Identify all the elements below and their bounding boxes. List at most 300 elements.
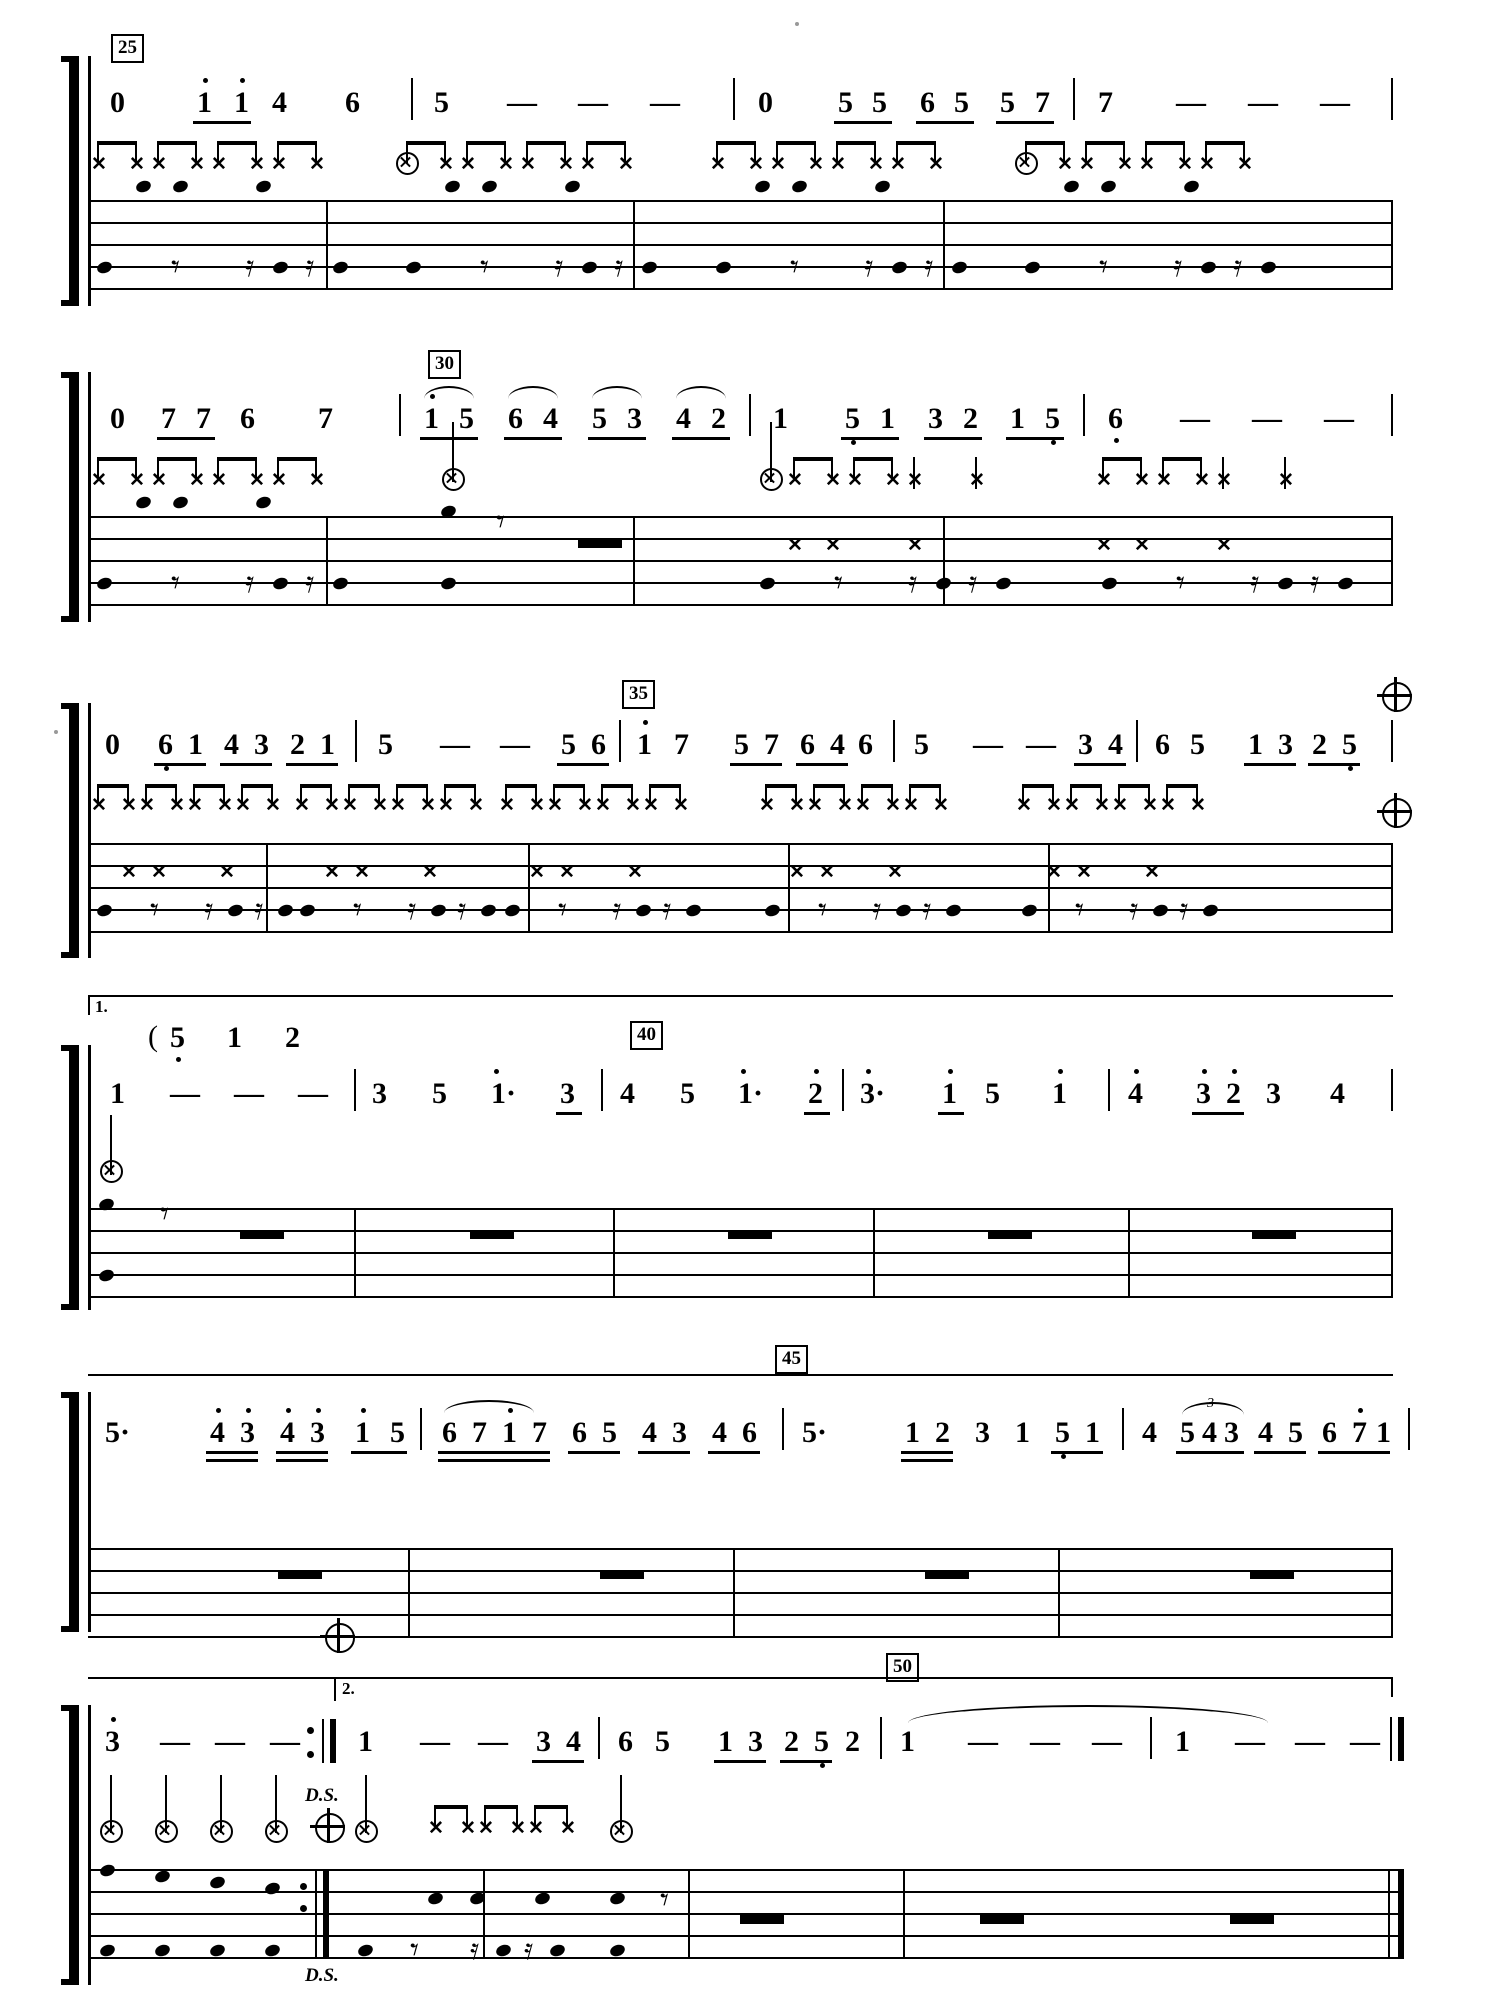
beam-under: [286, 763, 338, 766]
drum-staff: [88, 1869, 1404, 1959]
barline: [749, 394, 751, 436]
note: 6: [742, 1416, 757, 1449]
staff-barline: [943, 200, 945, 290]
staff-barline: [1391, 516, 1393, 606]
hihat-x: ✕: [1177, 154, 1193, 175]
note: 1: [355, 1416, 370, 1449]
note: 4: [676, 402, 691, 435]
barline: [601, 1069, 603, 1111]
note: 6: [800, 728, 815, 761]
hihat-x: ✕: [91, 154, 107, 175]
note: 4: [712, 1416, 727, 1449]
note: 4: [224, 728, 239, 761]
barline: [619, 720, 621, 762]
coda-icon: [325, 1623, 355, 1653]
final-thin-barline: [1390, 1717, 1392, 1761]
barline: [420, 1408, 422, 1450]
whole-measure-rest: [578, 539, 622, 548]
note: 2: [935, 1416, 950, 1449]
note: 3: [254, 728, 269, 761]
quarter-rest: 𝄾: [834, 563, 844, 603]
note: 3: [310, 1416, 325, 1449]
octave-dot-down: [820, 1763, 825, 1768]
hihat-foot-x: ✕: [559, 862, 575, 883]
note: 1: [1175, 1725, 1190, 1758]
whole-measure-rest: [240, 1230, 284, 1239]
note: 3: [536, 1725, 551, 1758]
note: 0: [110, 86, 125, 119]
note: 4: [830, 728, 845, 761]
staff-line: [88, 1252, 1393, 1254]
note: 3: [240, 1416, 255, 1449]
hihat-x: ✕: [1134, 470, 1150, 491]
note: 1: [1376, 1416, 1391, 1449]
note: 3: [1224, 1416, 1239, 1449]
barline: [1122, 1408, 1124, 1450]
note: 2: [1226, 1077, 1241, 1110]
staff-line: [88, 516, 1393, 518]
repeat-dots: [307, 1725, 317, 1765]
staff-line: [88, 1592, 1393, 1594]
hihat-x: ✕: [885, 470, 901, 491]
note: 4: [642, 1416, 657, 1449]
hihat-x: ✕: [129, 154, 145, 175]
snare-note: [444, 179, 462, 194]
note: 0: [110, 402, 125, 435]
hihat-x: ✕: [1216, 470, 1232, 491]
note: 1: [1085, 1416, 1100, 1449]
sustain-dash: —: [298, 1077, 328, 1110]
quarter-rest: 𝄾: [410, 1930, 420, 1970]
beam-under: [420, 437, 478, 440]
quarter-rest: 𝄾: [171, 563, 181, 603]
note: 7: [674, 728, 689, 761]
hihat-foot-x: ✕: [151, 862, 167, 883]
note: 1: [880, 402, 895, 435]
hihat-x: ✕: [558, 154, 574, 175]
note: 5: [734, 728, 749, 761]
stem: [110, 1115, 112, 1175]
final-staff-thin: [1388, 1869, 1390, 1959]
final-thick-barline: [1398, 1717, 1404, 1761]
note: 3·: [860, 1077, 886, 1110]
triplet-slur: [1182, 1402, 1244, 1415]
eighth-rest: 𝄿: [908, 565, 918, 600]
snare-note: [255, 179, 273, 194]
rehearsal-mark-40: 40: [630, 1021, 663, 1050]
hihat-x: ✕: [211, 470, 227, 491]
hihat-x: ✕: [189, 470, 205, 491]
repeat-thick-line: [330, 1719, 336, 1763]
beam-under: [206, 1451, 258, 1454]
page-speck: [795, 22, 799, 26]
sustain-dash: —: [478, 1725, 508, 1758]
note: 1: [424, 402, 439, 435]
eighth-rest: 𝄿: [245, 565, 255, 600]
staff-line: [88, 1935, 1404, 1937]
note: 7: [764, 728, 779, 761]
beam-under: [938, 1112, 964, 1115]
whole-measure-rest: [1230, 1915, 1274, 1924]
beam-under: [568, 1451, 620, 1454]
octave-dot-up: [316, 1408, 321, 1413]
hihat-x: ✕: [1139, 154, 1155, 175]
note: 2: [711, 402, 726, 435]
beam-under: [157, 437, 215, 440]
beam-under: [780, 1760, 832, 1763]
whole-measure-rest: [1250, 1570, 1294, 1579]
hihat-x: ✕: [890, 154, 906, 175]
whole-measure-rest: [470, 1230, 514, 1239]
note: 4: [272, 86, 287, 119]
staff-barline: [633, 200, 635, 290]
barline: [733, 78, 735, 120]
note: 7: [318, 402, 333, 435]
eighth-rest: 𝄿: [1233, 249, 1243, 284]
note: 1: [637, 728, 652, 761]
note: 5·: [802, 1416, 828, 1449]
system-bracket: [69, 56, 79, 306]
note: 7: [161, 402, 176, 435]
barline: [399, 394, 401, 436]
sustain-dash: —: [973, 728, 1003, 761]
octave-dot-up: [1134, 1069, 1139, 1074]
crash-cymbal: [1015, 152, 1038, 175]
hihat-x: ✕: [580, 154, 596, 175]
hihat-x: ✕: [825, 470, 841, 491]
slur: [676, 386, 726, 399]
barline: [1391, 394, 1393, 436]
system-bracket: [69, 1705, 79, 1985]
octave-dot-up: [240, 78, 245, 83]
whole-measure-rest: [988, 1230, 1032, 1239]
repeat-thick-line-staff: [323, 1869, 329, 1959]
barline: [842, 1069, 844, 1111]
hihat-x: ✕: [847, 470, 863, 491]
note: 5: [680, 1077, 695, 1110]
hihat-x: ✕: [1156, 470, 1172, 491]
sustain-dash: —: [1295, 1725, 1325, 1758]
beam-under: [154, 763, 206, 766]
sustain-dash: —: [968, 1725, 998, 1758]
beam-under: [796, 763, 848, 766]
staff-barline: [943, 516, 945, 606]
snare-note: [172, 495, 190, 510]
stem: [770, 422, 772, 482]
note: 6: [920, 86, 935, 119]
sustain-dash: —: [1235, 1725, 1265, 1758]
note: 7: [1098, 86, 1113, 119]
note: 4: [1202, 1416, 1217, 1449]
note: 3: [1078, 728, 1093, 761]
octave-dot-up: [1202, 1069, 1207, 1074]
staff-barline: [528, 843, 530, 933]
note: 6: [240, 402, 255, 435]
octave-dot-up: [1058, 1069, 1063, 1074]
staff-line: [88, 1208, 1393, 1210]
note: 3: [627, 402, 642, 435]
beam-under: [588, 437, 646, 440]
note: 1: [110, 1077, 125, 1110]
staff-barline: [1391, 843, 1393, 933]
sustain-dash: —: [1252, 402, 1282, 435]
note: 4: [280, 1416, 295, 1449]
staff-line: [88, 1869, 1404, 1871]
stem: [452, 422, 454, 482]
hihat-x: ✕: [1117, 154, 1133, 175]
note: 5: [845, 402, 860, 435]
staff-barline: [326, 200, 328, 290]
staff-barline: [613, 1208, 615, 1298]
note: 5: [390, 1416, 405, 1449]
rehearsal-mark-25: 25: [111, 34, 144, 63]
beam-under: [841, 437, 899, 440]
system-bracket: [69, 703, 79, 958]
rehearsal-mark-45: 45: [775, 1345, 808, 1374]
system-bracket: [69, 1392, 79, 1632]
beam-under: [1318, 1451, 1390, 1454]
eighth-rest: 𝄿: [407, 892, 417, 927]
staff-barline: [354, 1208, 356, 1298]
staff-line: [88, 538, 1393, 540]
note: 5: [432, 1077, 447, 1110]
pickup-note: 2: [285, 1021, 300, 1054]
note: 4: [566, 1725, 581, 1758]
note: 3: [1266, 1077, 1281, 1110]
eighth-rest: 𝄿: [614, 249, 624, 284]
note: 6: [591, 728, 606, 761]
system-5: [0, 1320, 1500, 1600]
sustain-dash: —: [440, 728, 470, 761]
rehearsal-mark-50: 50: [886, 1653, 919, 1682]
note: 7: [472, 1416, 487, 1449]
hihat-x: ✕: [1079, 154, 1095, 175]
eighth-rest: 𝄿: [204, 892, 214, 927]
beam-under: [557, 763, 609, 766]
hihat-x: ✕: [271, 470, 287, 491]
note: 1: [1015, 1416, 1030, 1449]
note: 5: [1000, 86, 1015, 119]
whole-measure-rest: [925, 1570, 969, 1579]
beam-under-2: [206, 1459, 258, 1462]
note: 2: [845, 1725, 860, 1758]
note: 7: [532, 1416, 547, 1449]
repeat-thin-line: [322, 1719, 324, 1763]
hihat-x: ✕: [151, 470, 167, 491]
eighth-rest: 𝄿: [662, 892, 672, 927]
hihat-x: ✕: [129, 470, 145, 491]
barline: [1408, 1408, 1410, 1450]
beam-under: [276, 1451, 328, 1454]
sustain-dash: —: [1324, 402, 1354, 435]
system-6: 50 2. 3 — — — 1 — — 3 4 6 5 1 3 2 5 2 1 — — — 1 — — — D.S. D.S. ✕ ✕ ✕ ✕ ✕ ✕ 𝄾 𝄾 𝄿 𝄿: [0, 1615, 1500, 1994]
note: 2: [963, 402, 978, 435]
eighth-rest: 𝄿: [872, 892, 882, 927]
staff-barline: [1048, 843, 1050, 933]
note: 1: [718, 1725, 733, 1758]
note: 1: [1010, 402, 1025, 435]
barline: [1391, 1069, 1393, 1111]
note: 5: [602, 1416, 617, 1449]
hihat-x: ✕: [1278, 470, 1294, 491]
beam-under: [730, 763, 782, 766]
repeat-thin-line-staff: [315, 1869, 317, 1959]
barline: [354, 1069, 356, 1111]
note: 4: [543, 402, 558, 435]
staff-line: [88, 288, 1393, 290]
hihat-x: ✕: [770, 154, 786, 175]
snare-note: [791, 179, 809, 194]
hihat-x: ✕: [748, 154, 764, 175]
snare-note: [135, 179, 153, 194]
barline: [411, 78, 413, 120]
beam-under: [1074, 763, 1126, 766]
octave-dot-up: [246, 1408, 251, 1413]
note: 1: [900, 1725, 915, 1758]
note: 6: [1322, 1416, 1337, 1449]
note: 2: [290, 728, 305, 761]
snare-note: [481, 179, 499, 194]
hihat-x: ✕: [309, 154, 325, 175]
beam-under: [1176, 1451, 1244, 1454]
note: 2: [1312, 728, 1327, 761]
beam-under: [924, 437, 982, 440]
quarter-rest: 𝄾: [790, 247, 800, 287]
sustain-dash: —: [650, 86, 680, 119]
note: 1: [942, 1077, 957, 1110]
staff-barline: [266, 843, 268, 933]
note: 6: [158, 728, 173, 761]
barline: [1083, 394, 1085, 436]
eighth-rest: 𝄿: [554, 249, 564, 284]
note: 5: [434, 86, 449, 119]
volta1-bracket-line: [88, 995, 1393, 997]
hihat-x: ✕: [868, 154, 884, 175]
beam-under: [834, 121, 892, 124]
note: 1·: [738, 1077, 764, 1110]
hihat-x: ✕: [189, 154, 205, 175]
eighth-rest: 𝄿: [1310, 565, 1320, 600]
snare-note: [564, 179, 582, 194]
hihat-foot-x: ✕: [121, 862, 137, 883]
snare-note: [754, 179, 772, 194]
hihat-foot-x: ✕: [819, 862, 835, 883]
whole-measure-rest: [980, 1915, 1024, 1924]
snare-note: [1183, 179, 1201, 194]
system-1: [0, 0, 1500, 290]
octave-dot-up: [216, 1408, 221, 1413]
drum-staff: [88, 516, 1393, 606]
barline: [1073, 78, 1075, 120]
eighth-rest: 𝄿: [457, 892, 467, 927]
quarter-rest: 𝄾: [1075, 890, 1085, 930]
beam-under-2: [276, 1459, 328, 1462]
note: 6: [1155, 728, 1170, 761]
note: 5: [1045, 402, 1060, 435]
note: 6: [618, 1725, 633, 1758]
barline: [1108, 1069, 1110, 1111]
eighth-rest: 𝄿: [1179, 892, 1189, 927]
note: 4: [1330, 1077, 1345, 1110]
staff-line: [88, 200, 1393, 202]
note: 1: [1052, 1077, 1067, 1110]
hihat-x: ✕: [787, 470, 803, 491]
note: 2: [784, 1725, 799, 1758]
beam-under: [714, 1760, 766, 1763]
system-4: [0, 985, 1500, 1295]
snare-note: [135, 495, 153, 510]
beam-under: [351, 1451, 407, 1454]
octave-dot-up: [1358, 1408, 1363, 1413]
note: 5: [1342, 728, 1357, 761]
staff-barline: [1391, 1208, 1393, 1298]
octave-dot-up: [203, 78, 208, 83]
eighth-rest: 𝄿: [864, 249, 874, 284]
hihat-foot-x: ✕: [787, 535, 803, 556]
octave-dot-up: [948, 1069, 953, 1074]
sustain-dash: —: [500, 728, 530, 761]
staff-barline: [1128, 1208, 1130, 1298]
octave-dot-up: [814, 1069, 819, 1074]
final-staff-barline: [1398, 1869, 1404, 1959]
note: 6: [508, 402, 523, 435]
staff-line: [88, 560, 1393, 562]
note: 5: [985, 1077, 1000, 1110]
hihat-foot-x: ✕: [1096, 535, 1112, 556]
hihat-foot-x: ✕: [1216, 535, 1232, 556]
hihat-foot-x: ✕: [627, 862, 643, 883]
sustain-dash: —: [578, 86, 608, 119]
hihat-x: ✕: [249, 470, 265, 491]
octave-dot-up: [361, 1408, 366, 1413]
hihat-foot-x: ✕: [1076, 862, 1092, 883]
barline: [880, 1717, 882, 1759]
quarter-rest: 𝄾: [150, 890, 160, 930]
barline: [893, 720, 895, 762]
hihat-x: ✕: [1237, 154, 1253, 175]
crash-cymbal: [396, 152, 419, 175]
note: 4: [620, 1077, 635, 1110]
beam-under: [1192, 1112, 1244, 1115]
eighth-rest: 𝄿: [245, 249, 255, 284]
barline: [782, 1408, 784, 1450]
octave-dot-up: [741, 1069, 746, 1074]
note: 3: [372, 1077, 387, 1110]
staff-barline: [873, 1208, 875, 1298]
beam-under: [438, 1451, 550, 1454]
note: 5: [655, 1725, 670, 1758]
hihat-x: ✕: [271, 154, 287, 175]
note: 4: [1128, 1077, 1143, 1110]
quarter-rest: 𝄾: [171, 247, 181, 287]
hihat-foot-x: ✕: [907, 535, 923, 556]
barline: [1150, 1717, 1152, 1759]
volta1-continuation-line: [88, 1374, 1393, 1376]
snare-note: [172, 179, 190, 194]
note: 0: [105, 728, 120, 761]
note: 5: [1288, 1416, 1303, 1449]
drum-staff: [88, 1208, 1393, 1298]
quarter-rest: 𝄾: [496, 502, 506, 542]
ds-label-top: D.S.: [305, 1785, 339, 1806]
note: 4: [1258, 1416, 1273, 1449]
hihat-x: ✕: [91, 470, 107, 491]
quarter-rest: 𝄾: [1176, 563, 1186, 603]
octave-dot-up: [494, 1069, 499, 1074]
coda-icon: [1382, 798, 1412, 828]
staff-line: [88, 887, 1393, 889]
staff-barline: [483, 1869, 485, 1959]
